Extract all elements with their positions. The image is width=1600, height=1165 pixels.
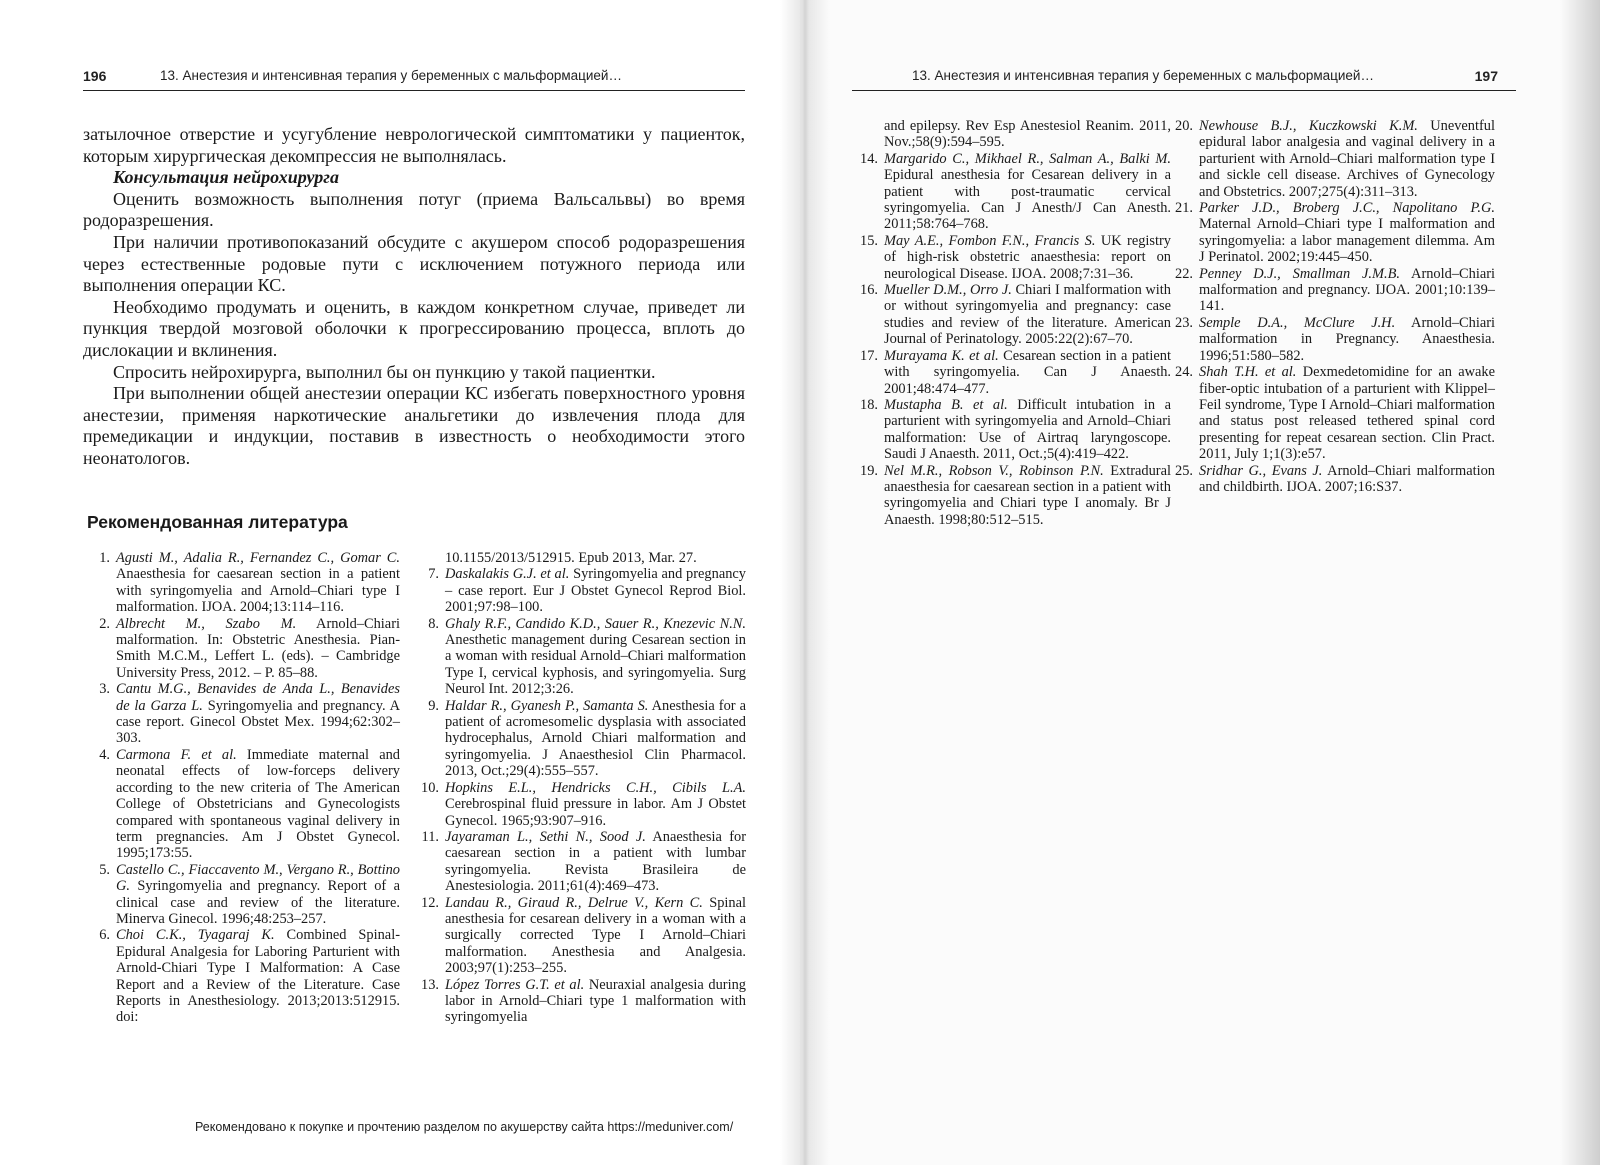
reference-number: 15. [860, 232, 878, 249]
paragraph: При выполнении общей анестезии операции КС избегать поверхностного уровня анестезии, применяя наркотические анальгетики до извлечения плода для премедикации и индукции, поставив в известность о необходимости этого неонатологов. [83, 383, 745, 468]
reference-citation: 10.1155/2013/512915. Epub 2013, Mar. 27. [445, 550, 697, 566]
reference-citation: Extradural anaesthesia for caesarean section in a patient with syringomyelia and Chiari type I anomaly. Br J Anaesth. 1998;80:512–515. [884, 462, 1171, 528]
reference-text [884, 151, 1171, 233]
reference-item [1170, 315, 1495, 364]
reference-number: 18. [860, 396, 878, 413]
reference-number: 13. [421, 976, 439, 993]
right-page [800, 0, 1600, 1165]
reference-item [1170, 463, 1495, 496]
page-edge-shadow [1560, 0, 1600, 1165]
reference-text [445, 829, 746, 895]
reference-number: 5. [99, 861, 110, 878]
reference-item [87, 681, 400, 747]
reference-authors: Haldar R., Gyanesh P., Samanta S. [445, 697, 649, 714]
reference-authors: Landau R., Giraud R., Delrue V., Kern C. [445, 894, 703, 911]
reference-citation: Cerebrospinal fluid pressure in labor. Am J Obstet Gynecol. 1965;93:907–916. [445, 796, 746, 829]
reference-item [87, 862, 400, 928]
reference-citation: Anaesthesia for caesarean section in a patient with syringomyelia and Arnold–Chiari type I malformation. IJOA. 2004;13:114–116. [116, 566, 400, 616]
reference-number: 12. [421, 894, 439, 911]
left-running-title: 13. Анестезия и интенсивная терапия у беременных с мальформацией… [160, 68, 622, 83]
reference-citation: Spinal anesthesia for cesarean delivery in a woman with a surgically corrected Type I Arnold–Chiari malformation. Anesthesia and Analgesia. 2003;97(1):253–255. [445, 894, 746, 977]
paragraph: При наличии противопоказаний обсудите с акушером способ родоразрешения через естественные родовые пути с исключением потужного периода или выполнения операции КС. [83, 231, 745, 296]
reference-text [445, 780, 746, 829]
reference-item [416, 550, 746, 566]
reference-number: 2. [99, 615, 110, 632]
reference-authors: Semple D.A., McClure J.H. [1199, 314, 1396, 331]
reference-number: 24. [1175, 364, 1193, 381]
reference-number: 20. [1175, 118, 1193, 134]
reference-citation: Arnold–Chiari malformation in Pregnancy. Anaesthesia. 1996;51:580–582. [1199, 314, 1495, 364]
reference-text [884, 463, 1171, 529]
reference-authors: Carmona F. et al. [116, 746, 237, 763]
paragraph: Оценить возможность выполнения потуг (приема Вальсальвы) во время родоразрешения. [83, 188, 745, 231]
reference-authors: Hopkins E.L., Hendricks C.H., Cibils L.A. [445, 779, 746, 796]
reference-number: 11. [421, 828, 439, 845]
reference-text [116, 927, 400, 1025]
footer-note: Рекомендовано к покупке и прочтению разделом по акушерству сайта https://meduniver.com/ [195, 1120, 734, 1134]
reference-number: 3. [99, 681, 110, 698]
left-page-number: 196 [83, 68, 107, 84]
reference-citation: Immediate maternal and neonatal effects of low-forceps delivery according to the new criteria of The American College of Obstetricians and Gynecologists compared with spontaneous vaginal delivery in term pregnancies. Am J Obstet Gynecol. 1995;173:55. [116, 746, 400, 862]
reference-number: 6. [99, 927, 110, 944]
reference-item [416, 780, 746, 829]
reference-citation: Arnold–Chiari malformation. In: Obstetric Anesthesia. Pian-Smith M.C.M., Leffert L. (eds). – Cambridge University Press, 2012. – P. 85–88. [116, 615, 400, 681]
reference-authors: Mueller D.M., Orro J. [884, 282, 1012, 299]
reference-number: 10. [421, 779, 439, 796]
reference-authors: Nel M.R., Robson V., Robinson P.N. [884, 462, 1104, 479]
reference-citation: Uneventful epidural labor analgesia and vaginal delivery in a parturient with Arnold–Chiari malformation type I and sickle cell disease. Archives of Gynecology and Obstetrics. 2007;275(4):311–313. [1199, 118, 1495, 200]
references-column-2 [416, 550, 746, 1026]
reference-text [884, 118, 1171, 151]
reference-number [855, 118, 884, 151]
reference-item [416, 566, 746, 615]
reference-number: 14. [860, 150, 878, 167]
reference-number: 4. [99, 746, 110, 763]
reference-item [1170, 266, 1495, 315]
subheading-neurosurgeon-consultation: Консультация нейрохирурга [113, 167, 339, 188]
reference-authors: Mustapha B. et al. [884, 396, 1008, 413]
reference-item [855, 463, 1171, 529]
reference-number: 7. [428, 566, 439, 583]
reference-authors: May A.E., Fombon F.N., Francis S. [884, 232, 1096, 249]
reference-text [1199, 315, 1495, 364]
reference-item [855, 118, 1171, 151]
references-column-1 [87, 550, 400, 1026]
reference-citation: UK registry of high-risk obstetric anaesthesia: report on neurological Disease. IJOA. 2008;7:31–36. [884, 232, 1171, 282]
reference-item [1170, 118, 1495, 200]
reference-text [1199, 266, 1495, 315]
reference-item [855, 233, 1171, 282]
reference-text [1199, 200, 1495, 266]
reference-citation: Combined Spinal-Epidural Analgesia for Laboring Parturient with Arnold-Chiari Type I Malformation: A Case Report and a Review of the Literature. Case Reports in Anesthesiology. 2013;2013:512915. doi: [116, 927, 400, 1026]
reference-item [416, 698, 746, 780]
paragraph: затылочное отверстие и усугубление неврологической симптоматики у пациенток, которым хирургическая декомпрессия не выполнялась. [83, 124, 745, 166]
reference-authors: Margarido C., Mikhael R., Salman A., Balki M. [884, 150, 1171, 167]
reference-item [855, 282, 1171, 348]
reference-authors: Sridhar G., Evans J. [1199, 462, 1323, 479]
reference-citation: Anaesthesia for caesarean section in a patient with lumbar syringomyelia. Revista Brasileira de Anestesiologia. 2011;61(4):469–473. [445, 828, 747, 895]
paragraph: Необходимо продумать и оценить, в каждом конкретном случае, приведет ли пункция твердой мозговой оболочки к прогрессированию процесса, вплоть до дислокации и вклинения. [83, 296, 745, 360]
paragraph: Спросить нейрохирурга, выполнил бы он пункцию у такой пациентки. [113, 361, 656, 382]
reference-authors: Ghaly R.F., Candido K.D., Sauer R., Knezevic N.N. [445, 615, 746, 632]
reference-text [884, 233, 1171, 282]
reference-text [116, 747, 400, 862]
reference-item [1170, 200, 1495, 266]
reference-text [884, 282, 1171, 348]
left-page-header [83, 66, 745, 91]
reference-item [87, 747, 400, 862]
reference-item [416, 616, 746, 698]
reference-citation: Arnold–Chiari malformation and pregnancy. IJOA. 2001;10:139–141. [1199, 265, 1495, 315]
reference-citation: Syringomyelia and pregnancy – case report. Eur J Obstet Gynecol Reprod Biol. 2001;97:98–100. [445, 566, 746, 616]
reference-number [416, 550, 445, 566]
reference-text [445, 977, 746, 1026]
reference-citation: Difficult intubation in a parturient with syringomyelia and Arnold–Chiari malformation: Use of Airtraq laryngoscope. Saudi J Anaesth. 2011, Oct.;5(4):419–422. [884, 396, 1171, 463]
reference-citation: Epidural anesthesia for Cesarean delivery in a patient with post-traumatic cervical syringomyelia. Can J Anesth/J Can Anesth. 2011;58:764–768. [884, 167, 1171, 233]
reference-authors: Murayama K. et al. [884, 347, 999, 364]
right-page-number: 197 [1474, 68, 1498, 84]
reference-number: 8. [428, 615, 439, 632]
reference-citation: Neuraxial analgesia during labor in Arnold–Chiari type 1 malformation with syringomyelia [445, 976, 746, 1026]
reference-number: 23. [1175, 314, 1193, 331]
reference-authors: Newhouse B.J., Kuczkowski K.M. [1199, 118, 1418, 134]
reference-text [1199, 364, 1495, 462]
reference-citation: Syringomyelia and pregnancy. Report of a clinical case and review of the literature. Minerva Ginecol. 1996;48:253–257. [116, 878, 400, 927]
reference-text [445, 698, 746, 780]
reference-number: 16. [860, 282, 878, 299]
reference-item [1170, 364, 1495, 462]
reference-authors: Parker J.D., Broberg J.C., Napolitano P.G. [1199, 200, 1495, 217]
reference-number: 21. [1175, 200, 1193, 217]
reference-citation: Anesthetic management during Cesarean section in a woman with residual Arnold–Chiari malformation Type I, cervical kyphosis, and syringomyelia. Surg Neurol Int. 2012;3:26. [445, 632, 746, 698]
right-page-header [852, 66, 1516, 91]
reference-number: 19. [860, 462, 878, 479]
reference-authors: Albrecht M., Szabo M. [116, 615, 297, 632]
reference-authors: Jayaraman L., Sethi N., Sood J. [445, 828, 646, 845]
reference-item [855, 151, 1171, 233]
reference-item [87, 550, 400, 616]
reference-authors: Cantu M.G., Benavides de Anda L., Benavides de la Garza L. [116, 681, 400, 714]
reference-number: 25. [1175, 462, 1193, 479]
reference-citation: Anesthesia for a patient of acromesomelic dysplasia with associated hydrocephalus, Arnold Chiari malformation and syringomyelia. J Anaesthesiol Clin Pharmacol. 2013, Oct.;29(4):555–557. [445, 697, 746, 780]
reference-citation: Syringomyelia and pregnancy. A case report. Ginecol Obstet Mex. 1994;62:302–303. [116, 697, 400, 747]
reference-authors: Castello C., Fiaccavento M., Vergano R., Bottino G. [116, 861, 400, 895]
reference-citation: Maternal Arnold–Chiari type I malformation and syringomyelia: a labor management dilemma. Am J Perinatol. 2002;19:445–450. [1199, 216, 1495, 266]
reference-item [87, 927, 400, 1025]
reference-number: 22. [1175, 265, 1193, 282]
references-column-4 [1170, 118, 1495, 495]
reference-citation: Arnold–Chiari malformation and childbirth. IJOA. 2007;16:S37. [1199, 462, 1495, 495]
reference-text [884, 397, 1171, 463]
reference-item [416, 829, 746, 895]
body-text [83, 124, 745, 470]
references-column-3 [855, 118, 1171, 528]
reference-number: 9. [428, 697, 439, 714]
reference-text [445, 550, 746, 566]
reference-text [445, 566, 746, 615]
reference-text [884, 348, 1171, 397]
reference-item [855, 348, 1171, 397]
reference-text [116, 616, 400, 682]
reference-text [1199, 118, 1495, 200]
reference-authors: López Torres G.T. et al. [445, 976, 585, 993]
reference-item [87, 616, 400, 682]
reference-authors: Daskalakis G.J. et al. [445, 566, 570, 583]
reference-authors: Agusti M., Adalia R., Fernandez C., Gomar C. [116, 550, 400, 566]
reference-text [445, 895, 746, 977]
reference-citation: Cesarean section in a patient with syringomyelia. Can J Anaesth. 2001;48:474–477. [884, 347, 1171, 397]
reference-authors: Penney D.J., Smallman J.M.B. [1199, 265, 1400, 282]
reference-authors: Choi C.K., Tyagaraj K. [116, 927, 275, 944]
references-heading: Рекомендованная литература [87, 512, 348, 532]
reference-item [416, 977, 746, 1026]
reference-text [1199, 463, 1495, 496]
reference-item [416, 895, 746, 977]
reference-item [855, 397, 1171, 463]
reference-number: 17. [860, 347, 878, 364]
reference-text [445, 616, 746, 698]
reference-text [116, 681, 400, 747]
reference-authors: Shah T.H. et al. [1199, 364, 1297, 381]
reference-citation: Chiari I malformation with or without syringomyelia and pregnancy: case studies and review of the literature. American Journal of Perinatology. 2005:22(2):67–70. [884, 282, 1171, 348]
reference-text [116, 862, 400, 928]
reference-citation: and epilepsy. Rev Esp Anestesiol Reanim. 2011, Nov.;58(9):594–595. [884, 118, 1171, 151]
right-running-title: 13. Анестезия и интенсивная терапия у беременных с мальформацией… [912, 68, 1374, 83]
reference-number: 1. [99, 550, 110, 566]
reference-text [116, 550, 400, 616]
reference-citation: Dexmedetomidine for an awake fiber-optic intubation of a parturient with Klippel–Feil syndrome, Type I Arnold–Chiari malformation and status post released tethered spinal cord presenting for repeat cesarean section. Clin Pract. 2011, July 1;1(3):e57. [1199, 364, 1495, 463]
